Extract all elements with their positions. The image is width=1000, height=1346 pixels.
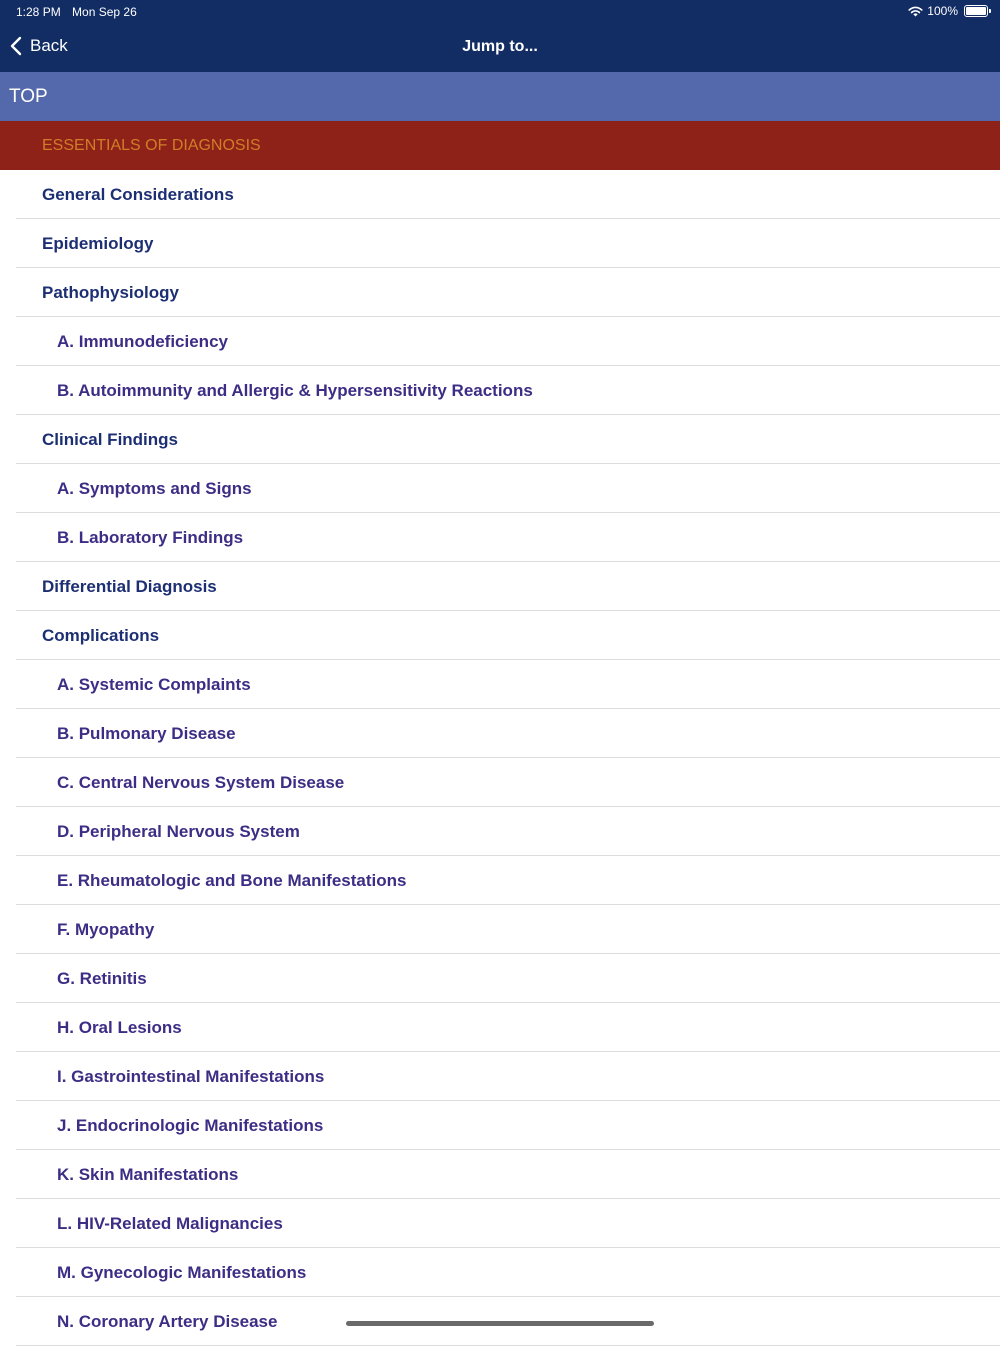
toc-item-label: B. Laboratory Findings bbox=[57, 528, 244, 547]
toc-section-item[interactable] bbox=[0, 611, 1000, 660]
toc-section-item[interactable] bbox=[0, 170, 1000, 219]
toc-subsection-item[interactable] bbox=[0, 709, 1000, 758]
toc-section-item[interactable] bbox=[0, 268, 1000, 317]
toc-item-label: N. Coronary Artery Disease bbox=[57, 1312, 278, 1331]
home-indicator[interactable] bbox=[346, 1321, 654, 1326]
toc-subsection-item[interactable] bbox=[0, 954, 1000, 1003]
toc-subsection-item[interactable] bbox=[0, 1101, 1000, 1150]
battery-tip bbox=[989, 9, 991, 13]
toc-item-label: A. Symptoms and Signs bbox=[57, 479, 252, 498]
battery-level-fill bbox=[966, 7, 986, 15]
toc-subsection-item[interactable] bbox=[0, 807, 1000, 856]
status-date: Mon Sep 26 bbox=[72, 5, 137, 19]
toc-subsection-item[interactable] bbox=[0, 1199, 1000, 1248]
status-time: 1:28 PM bbox=[16, 5, 61, 19]
toc-item-label: G. Retinitis bbox=[57, 969, 147, 988]
toc-item-label: E. Rheumatologic and Bone Manifestations bbox=[57, 871, 407, 890]
toc-item-label: Differential Diagnosis bbox=[42, 577, 217, 596]
toc-item-label: B. Autoimmunity and Allergic & Hypersensitivity Reactions bbox=[57, 381, 533, 400]
toc-section-item[interactable] bbox=[0, 219, 1000, 268]
toc-subsection-item[interactable] bbox=[0, 660, 1000, 709]
jump-top-label: TOP bbox=[9, 86, 48, 107]
essentials-of-diagnosis-label: ESSENTIALS OF DIAGNOSIS bbox=[42, 137, 261, 154]
toc-item-label: Epidemiology bbox=[42, 234, 154, 253]
wifi-icon bbox=[908, 6, 923, 17]
toc-item-label: K. Skin Manifestations bbox=[57, 1165, 239, 1184]
essentials-of-diagnosis-row[interactable] bbox=[0, 121, 1000, 170]
toc-item-label: B. Pulmonary Disease bbox=[57, 724, 236, 743]
toc-subsection-item[interactable] bbox=[0, 905, 1000, 954]
jump-top-row[interactable] bbox=[0, 72, 1000, 121]
navigation-bar bbox=[0, 24, 1000, 72]
battery-icon bbox=[964, 5, 988, 17]
toc-item-label: Complications bbox=[42, 626, 160, 645]
toc-section-item[interactable] bbox=[0, 562, 1000, 611]
toc-item-label: General Considerations bbox=[42, 185, 234, 204]
toc-item-label: D. Peripheral Nervous System bbox=[57, 822, 300, 841]
toc-subsection-item[interactable] bbox=[0, 513, 1000, 562]
toc-section-item[interactable] bbox=[0, 415, 1000, 464]
toc-item-label: C. Central Nervous System Disease bbox=[57, 773, 345, 792]
toc-item-label: Pathophysiology bbox=[42, 283, 179, 302]
toc-item-label: A. Immunodeficiency bbox=[57, 332, 228, 351]
toc-subsection-item[interactable] bbox=[0, 758, 1000, 807]
toc-subsection-item[interactable] bbox=[0, 1150, 1000, 1199]
toc-item-label: L. HIV-Related Malignancies bbox=[57, 1214, 283, 1233]
toc-subsection-item[interactable] bbox=[0, 317, 1000, 366]
table-of-contents-list bbox=[0, 170, 1000, 1346]
toc-subsection-item[interactable] bbox=[0, 856, 1000, 905]
toc-item-label: H. Oral Lesions bbox=[57, 1018, 182, 1037]
status-bar bbox=[0, 0, 1000, 24]
toc-subsection-item[interactable] bbox=[0, 1052, 1000, 1101]
status-indicators bbox=[908, 4, 988, 18]
toc-item-label: F. Myopathy bbox=[57, 920, 155, 939]
toc-item-label: J. Endocrinologic Manifestations bbox=[57, 1116, 324, 1135]
toc-item-label: Clinical Findings bbox=[42, 430, 179, 449]
toc-subsection-item[interactable] bbox=[0, 1248, 1000, 1297]
page-title: Jump to... bbox=[462, 38, 538, 55]
toc-subsection-item[interactable] bbox=[0, 464, 1000, 513]
battery-percent: 100% bbox=[927, 4, 958, 18]
toc-subsection-item[interactable] bbox=[0, 366, 1000, 415]
status-time-group bbox=[16, 5, 137, 19]
toc-item-label: I. Gastrointestinal Manifestations bbox=[57, 1067, 325, 1086]
toc-subsection-item[interactable] bbox=[0, 1003, 1000, 1052]
toc-item-label: A. Systemic Complaints bbox=[57, 675, 251, 694]
toc-item-label: M. Gynecologic Manifestations bbox=[57, 1263, 307, 1282]
back-label: Back bbox=[30, 36, 68, 55]
